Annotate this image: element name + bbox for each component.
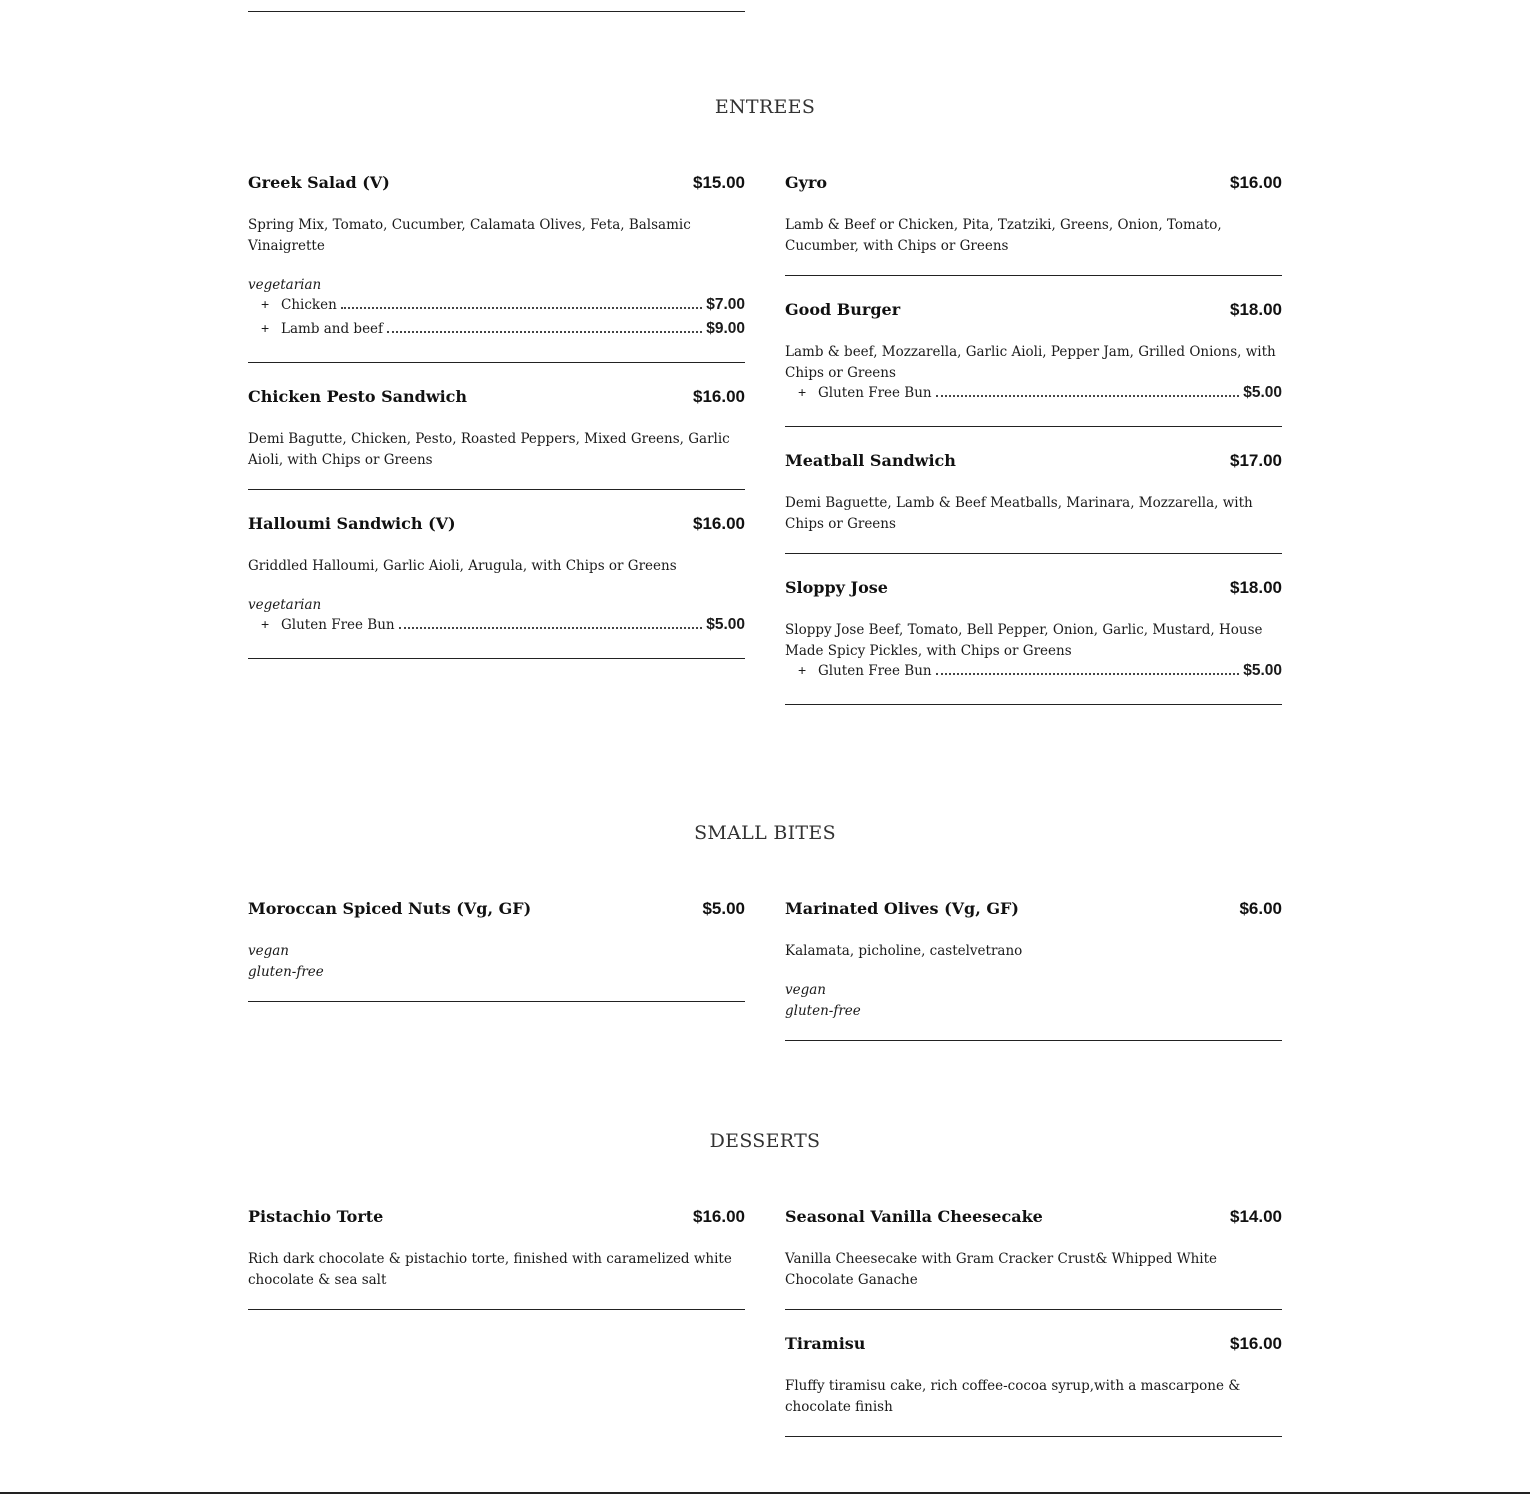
- dietary-tags: [248, 595, 745, 616]
- menu-item-name: Seasonal Vanilla Cheesecake: [785, 1207, 1043, 1226]
- menu-item: [785, 300, 1282, 427]
- menu-item-name: Sloppy Jose: [785, 578, 888, 597]
- menu-item-header: [785, 300, 1282, 324]
- menu-item-price: $16.00: [693, 387, 745, 406]
- addon-list: [248, 296, 745, 344]
- menu-item-description: Demi Bagutte, Chicken, Pesto, Roasted Peppers, Mixed Greens, Garlic Aioli, with Chips or Greens: [248, 431, 730, 468]
- menu-item-description: Lamb & Beef or Chicken, Pita, Tzatziki, Greens, Onion, Tomato, Cucumber, with Chips or Greens: [785, 217, 1222, 254]
- menu-item: [248, 1207, 745, 1310]
- menu-item: [785, 578, 1282, 705]
- menu-item-price: $16.00: [693, 1207, 745, 1226]
- menu-item: [785, 1207, 1282, 1310]
- plus-icon: +: [261, 616, 270, 632]
- plus-icon: +: [261, 296, 270, 312]
- addon-name: Gluten Free Bun: [818, 385, 932, 401]
- addon-name: Lamb and beef: [281, 321, 384, 337]
- menu-item-header: [785, 578, 1282, 602]
- menu-item-price: $18.00: [1230, 300, 1282, 319]
- menu-item-header: [785, 1334, 1282, 1358]
- menu-item-header: [248, 514, 745, 538]
- addon-price: $5.00: [1243, 384, 1282, 401]
- addon-row: [248, 296, 745, 320]
- addon-list: [785, 384, 1282, 408]
- menu-item: [785, 451, 1282, 554]
- dietary-tag: vegan: [248, 943, 290, 959]
- section-title: DESSERTS: [709, 1130, 821, 1152]
- addon-row: [248, 320, 745, 344]
- menu-item-header: [248, 899, 745, 923]
- menu-item-price: $17.00: [1230, 451, 1282, 470]
- menu-item-name: Greek Salad (V): [248, 173, 390, 192]
- dietary-tag: vegetarian: [248, 597, 322, 613]
- dietary-tag: vegan: [785, 982, 827, 998]
- small-bites-right-column: [785, 899, 1282, 1065]
- menu-item-description: Lamb & beef, Mozzarella, Garlic Aioli, Pepper Jam, Grilled Onions, with Chips or Greens: [785, 344, 1276, 381]
- dot-leader: [936, 672, 1240, 675]
- addon-name: Gluten Free Bun: [281, 617, 395, 633]
- entrees-left-column: [248, 173, 745, 683]
- menu-item-header: [785, 1207, 1282, 1231]
- dot-leader: [936, 394, 1240, 397]
- menu-item-name: Chicken Pesto Sandwich: [248, 387, 468, 406]
- dietary-tag: gluten-free: [248, 964, 324, 980]
- menu-item: [248, 387, 745, 490]
- menu-item-name: Pistachio Torte: [248, 1207, 384, 1226]
- addon-row: [248, 616, 745, 640]
- entrees-right-column: [785, 173, 1282, 729]
- addon-price: $7.00: [706, 296, 745, 313]
- menu-item-description: Spring Mix, Tomato, Cucumber, Calamata Olives, Feta, Balsamic Vinaigrette: [248, 217, 691, 254]
- menu-item: [785, 1334, 1282, 1437]
- menu-item-price: $15.00: [693, 173, 745, 192]
- section-title: ENTREES: [714, 96, 816, 118]
- dot-leader: [387, 330, 702, 333]
- menu-item-header: [248, 173, 745, 197]
- dietary-tags: [248, 275, 745, 296]
- addon-name: Gluten Free Bun: [818, 663, 932, 679]
- small-bites-left-column: [248, 899, 745, 1026]
- menu-item-description: Rich dark chocolate & pistachio torte, finished with caramelized white chocolate & sea salt: [248, 1251, 732, 1288]
- menu-item-header: [248, 387, 745, 411]
- menu-item-name: Gyro: [785, 173, 828, 192]
- desserts-left-column: [248, 1207, 745, 1334]
- addon-list: [248, 616, 745, 640]
- desserts-right-column: [785, 1207, 1282, 1461]
- menu-item-description: Kalamata, picholine, castelvetrano: [785, 943, 1023, 959]
- menu-item-description: Sloppy Jose Beef, Tomato, Bell Pepper, Onion, Garlic, Mustard, House Made Spicy Pickles, with Chips or Greens: [785, 622, 1263, 659]
- dot-leader: [341, 306, 702, 309]
- section-title: SMALL BITES: [694, 822, 836, 844]
- plus-icon: +: [798, 662, 807, 678]
- dietary-tags: [248, 941, 745, 983]
- addon-price: $5.00: [1243, 662, 1282, 679]
- menu-item-description: Demi Baguette, Lamb & Beef Meatballs, Marinara, Mozzarella, with Chips or Greens: [785, 495, 1253, 532]
- menu-item-description: Griddled Halloumi, Garlic Aioli, Arugula, with Chips or Greens: [248, 558, 677, 574]
- menu-item-price: $6.00: [1239, 899, 1282, 918]
- menu-item: [248, 514, 745, 659]
- menu-item-header: [785, 173, 1282, 197]
- menu-item-name: Marinated Olives (Vg, GF): [785, 899, 1019, 918]
- menu-item-price: $18.00: [1230, 578, 1282, 597]
- menu-item-name: Good Burger: [785, 300, 901, 319]
- menu-item-price: $16.00: [693, 514, 745, 533]
- menu-item-name: Meatball Sandwich: [785, 451, 956, 470]
- menu-item-header: [785, 899, 1282, 923]
- menu-item-description: Vanilla Cheesecake with Gram Cracker Crust& Whipped White Chocolate Ganache: [785, 1251, 1218, 1288]
- menu-item-price: $16.00: [1230, 1334, 1282, 1353]
- plus-icon: +: [261, 320, 270, 336]
- addon-row: [785, 384, 1282, 408]
- menu-item-price: $14.00: [1230, 1207, 1282, 1226]
- addon-row: [785, 662, 1282, 686]
- menu-item: [248, 173, 745, 363]
- menu-item: [785, 899, 1282, 1041]
- menu-item-header: [248, 1207, 745, 1231]
- top-divider: [248, 11, 745, 12]
- menu-item: [785, 173, 1282, 276]
- menu-item-price: $5.00: [702, 899, 745, 918]
- addon-name: Chicken: [281, 297, 337, 313]
- dietary-tags: [785, 980, 1282, 1022]
- menu-item-name: Moroccan Spiced Nuts (Vg, GF): [248, 899, 532, 918]
- addon-price: $5.00: [706, 616, 745, 633]
- dietary-tag: gluten-free: [785, 1003, 861, 1019]
- addon-price: $9.00: [706, 320, 745, 337]
- menu-item: [248, 899, 745, 1002]
- dietary-tag: vegetarian: [248, 277, 322, 293]
- menu-item-name: Tiramisu: [785, 1334, 866, 1353]
- menu-item-header: [785, 451, 1282, 475]
- addon-list: [785, 662, 1282, 686]
- menu-item-description: Fluffy tiramisu cake, rich coffee-cocoa syrup,with a mascarpone & chocolate finish: [785, 1378, 1241, 1415]
- menu-item-name: Halloumi Sandwich (V): [248, 514, 456, 533]
- plus-icon: +: [798, 384, 807, 400]
- menu-item-price: $16.00: [1230, 173, 1282, 192]
- dot-leader: [399, 626, 703, 629]
